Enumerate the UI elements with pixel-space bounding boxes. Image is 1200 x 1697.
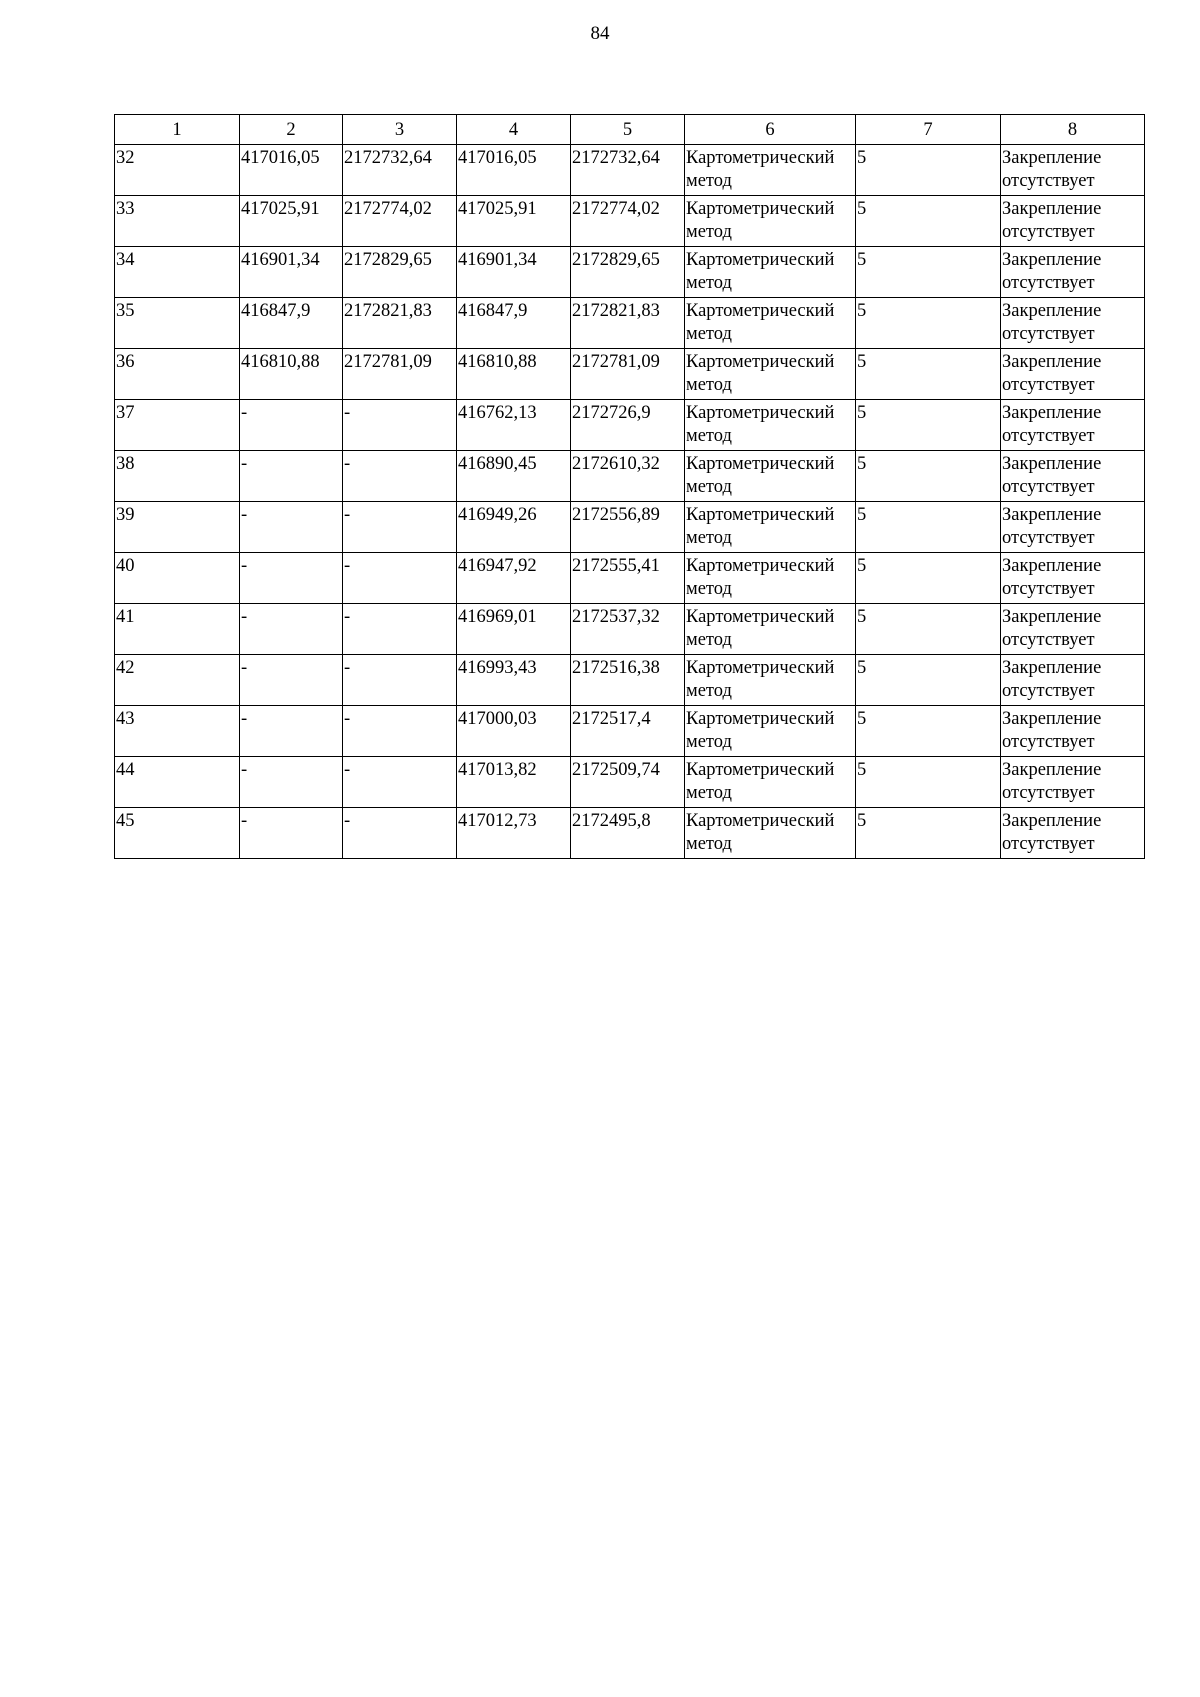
column-header-6: 6 [685,115,856,145]
table-cell-col-3: - [343,706,457,757]
table-row [115,655,1145,706]
table-cell-col-1: 42 [115,655,240,706]
table-cell-col-3: 2172781,09 [343,349,457,400]
table-cell-col-1: 36 [115,349,240,400]
table-cell-col-1: 37 [115,400,240,451]
table-cell-col-5: 2172516,38 [571,655,685,706]
table-cell-col-5: 2172509,74 [571,757,685,808]
table-row [115,757,1145,808]
table-cell-col-2: - [240,400,343,451]
column-header-4: 4 [457,115,571,145]
table-cell-col-7: 5 [856,451,1001,502]
column-header-1: 1 [115,115,240,145]
table-cell-col-4: 417025,91 [457,196,571,247]
table-row [115,247,1145,298]
table-cell-col-5: 2172556,89 [571,502,685,553]
header-row [115,115,1145,145]
table-cell-col-7: 5 [856,604,1001,655]
table-cell-col-7: 5 [856,400,1001,451]
table-cell-col-6: Картометрический метод [685,349,856,400]
table-cell-col-5: 2172555,41 [571,553,685,604]
table-row [115,400,1145,451]
table-cell-col-2: 416901,34 [240,247,343,298]
table-cell-col-6: Картометрический метод [685,808,856,859]
coordinates-table [114,114,1145,859]
table-cell-col-1: 40 [115,553,240,604]
table-cell-col-3: - [343,655,457,706]
table-cell-col-6: Картометрический метод [685,451,856,502]
table-cell-col-5: 2172610,32 [571,451,685,502]
table-cell-col-6: Картометрический метод [685,145,856,196]
table-cell-col-3: 2172732,64 [343,145,457,196]
column-header-2: 2 [240,115,343,145]
column-header-3: 3 [343,115,457,145]
table-cell-col-8: Закрепление отсутствует [1001,706,1145,757]
table-header [115,115,1145,145]
table-cell-col-6: Картометрический метод [685,553,856,604]
table-cell-col-4: 417013,82 [457,757,571,808]
table-row [115,349,1145,400]
table-row [115,298,1145,349]
table-cell-col-4: 416947,92 [457,553,571,604]
table-cell-col-1: 33 [115,196,240,247]
table-cell-col-2: - [240,808,343,859]
table-cell-col-2: - [240,451,343,502]
table-cell-col-2: - [240,757,343,808]
table-cell-col-8: Закрепление отсутствует [1001,553,1145,604]
table-cell-col-5: 2172781,09 [571,349,685,400]
table-cell-col-1: 39 [115,502,240,553]
table-row [115,808,1145,859]
table-row [115,706,1145,757]
table-cell-col-4: 417000,03 [457,706,571,757]
table-cell-col-1: 35 [115,298,240,349]
table-cell-col-7: 5 [856,247,1001,298]
table-cell-col-1: 44 [115,757,240,808]
table-cell-col-5: 2172726,9 [571,400,685,451]
table-cell-col-5: 2172821,83 [571,298,685,349]
table-cell-col-5: 2172732,64 [571,145,685,196]
table-cell-col-6: Картометрический метод [685,298,856,349]
table-cell-col-6: Картометрический метод [685,196,856,247]
table-cell-col-7: 5 [856,808,1001,859]
table-cell-col-1: 34 [115,247,240,298]
table-row [115,196,1145,247]
column-header-7: 7 [856,115,1001,145]
table-cell-col-4: 416969,01 [457,604,571,655]
table-cell-col-6: Картометрический метод [685,757,856,808]
table-cell-col-4: 416993,43 [457,655,571,706]
table-cell-col-8: Закрепление отсутствует [1001,349,1145,400]
table-cell-col-8: Закрепление отсутствует [1001,502,1145,553]
table-cell-col-8: Закрепление отсутствует [1001,298,1145,349]
table-cell-col-4: 416847,9 [457,298,571,349]
table-cell-col-7: 5 [856,298,1001,349]
table-cell-col-8: Закрепление отсутствует [1001,247,1145,298]
table-cell-col-7: 5 [856,706,1001,757]
table-cell-col-8: Закрепление отсутствует [1001,808,1145,859]
table-cell-col-4: 416810,88 [457,349,571,400]
table-cell-col-1: 38 [115,451,240,502]
table-cell-col-4: 416762,13 [457,400,571,451]
table-row [115,451,1145,502]
table-cell-col-1: 45 [115,808,240,859]
table-cell-col-3: 2172829,65 [343,247,457,298]
table-cell-col-8: Закрепление отсутствует [1001,604,1145,655]
table-row [115,502,1145,553]
table-cell-col-7: 5 [856,655,1001,706]
table-cell-col-8: Закрепление отсутствует [1001,196,1145,247]
table-cell-col-7: 5 [856,196,1001,247]
table-body [115,145,1145,859]
table-cell-col-7: 5 [856,553,1001,604]
table-cell-col-5: 2172829,65 [571,247,685,298]
table-cell-col-6: Картометрический метод [685,400,856,451]
table-cell-col-1: 41 [115,604,240,655]
table-cell-col-7: 5 [856,145,1001,196]
table-cell-col-4: 416890,45 [457,451,571,502]
table-cell-col-2: 417025,91 [240,196,343,247]
table-cell-col-2: 416847,9 [240,298,343,349]
table-cell-col-8: Закрепление отсутствует [1001,655,1145,706]
table-cell-col-3: - [343,604,457,655]
table-cell-col-3: - [343,757,457,808]
page-number: 84 [590,23,610,44]
table-cell-col-6: Картометрический метод [685,706,856,757]
column-header-5: 5 [571,115,685,145]
table-cell-col-8: Закрепление отсутствует [1001,400,1145,451]
table-cell-col-2: - [240,655,343,706]
table-cell-col-8: Закрепление отсутствует [1001,757,1145,808]
table-cell-col-1: 43 [115,706,240,757]
table-row [115,145,1145,196]
table-cell-col-3: 2172774,02 [343,196,457,247]
table-cell-col-1: 32 [115,145,240,196]
table-cell-col-3: - [343,451,457,502]
table-row [115,553,1145,604]
table-cell-col-4: 417012,73 [457,808,571,859]
table-cell-col-3: - [343,808,457,859]
table-cell-col-2: - [240,553,343,604]
table-cell-col-6: Картометрический метод [685,247,856,298]
table-cell-col-6: Картометрический метод [685,604,856,655]
table-cell-col-5: 2172517,4 [571,706,685,757]
table-cell-col-3: 2172821,83 [343,298,457,349]
table-cell-col-2: 417016,05 [240,145,343,196]
table-cell-col-8: Закрепление отсутствует [1001,145,1145,196]
table-cell-col-3: - [343,502,457,553]
table-cell-col-7: 5 [856,757,1001,808]
table-cell-col-4: 416949,26 [457,502,571,553]
table-cell-col-5: 2172537,32 [571,604,685,655]
table-cell-col-6: Картометрический метод [685,655,856,706]
table-cell-col-6: Картометрический метод [685,502,856,553]
table-cell-col-7: 5 [856,349,1001,400]
table-cell-col-5: 2172774,02 [571,196,685,247]
table-cell-col-2: 416810,88 [240,349,343,400]
table-cell-col-8: Закрепление отсутствует [1001,451,1145,502]
table-cell-col-5: 2172495,8 [571,808,685,859]
table-cell-col-4: 417016,05 [457,145,571,196]
table-cell-col-2: - [240,502,343,553]
table-cell-col-7: 5 [856,502,1001,553]
table-cell-col-2: - [240,706,343,757]
table-cell-col-3: - [343,553,457,604]
table-cell-col-3: - [343,400,457,451]
table-row [115,604,1145,655]
column-header-8: 8 [1001,115,1145,145]
table-cell-col-4: 416901,34 [457,247,571,298]
table-cell-col-2: - [240,604,343,655]
